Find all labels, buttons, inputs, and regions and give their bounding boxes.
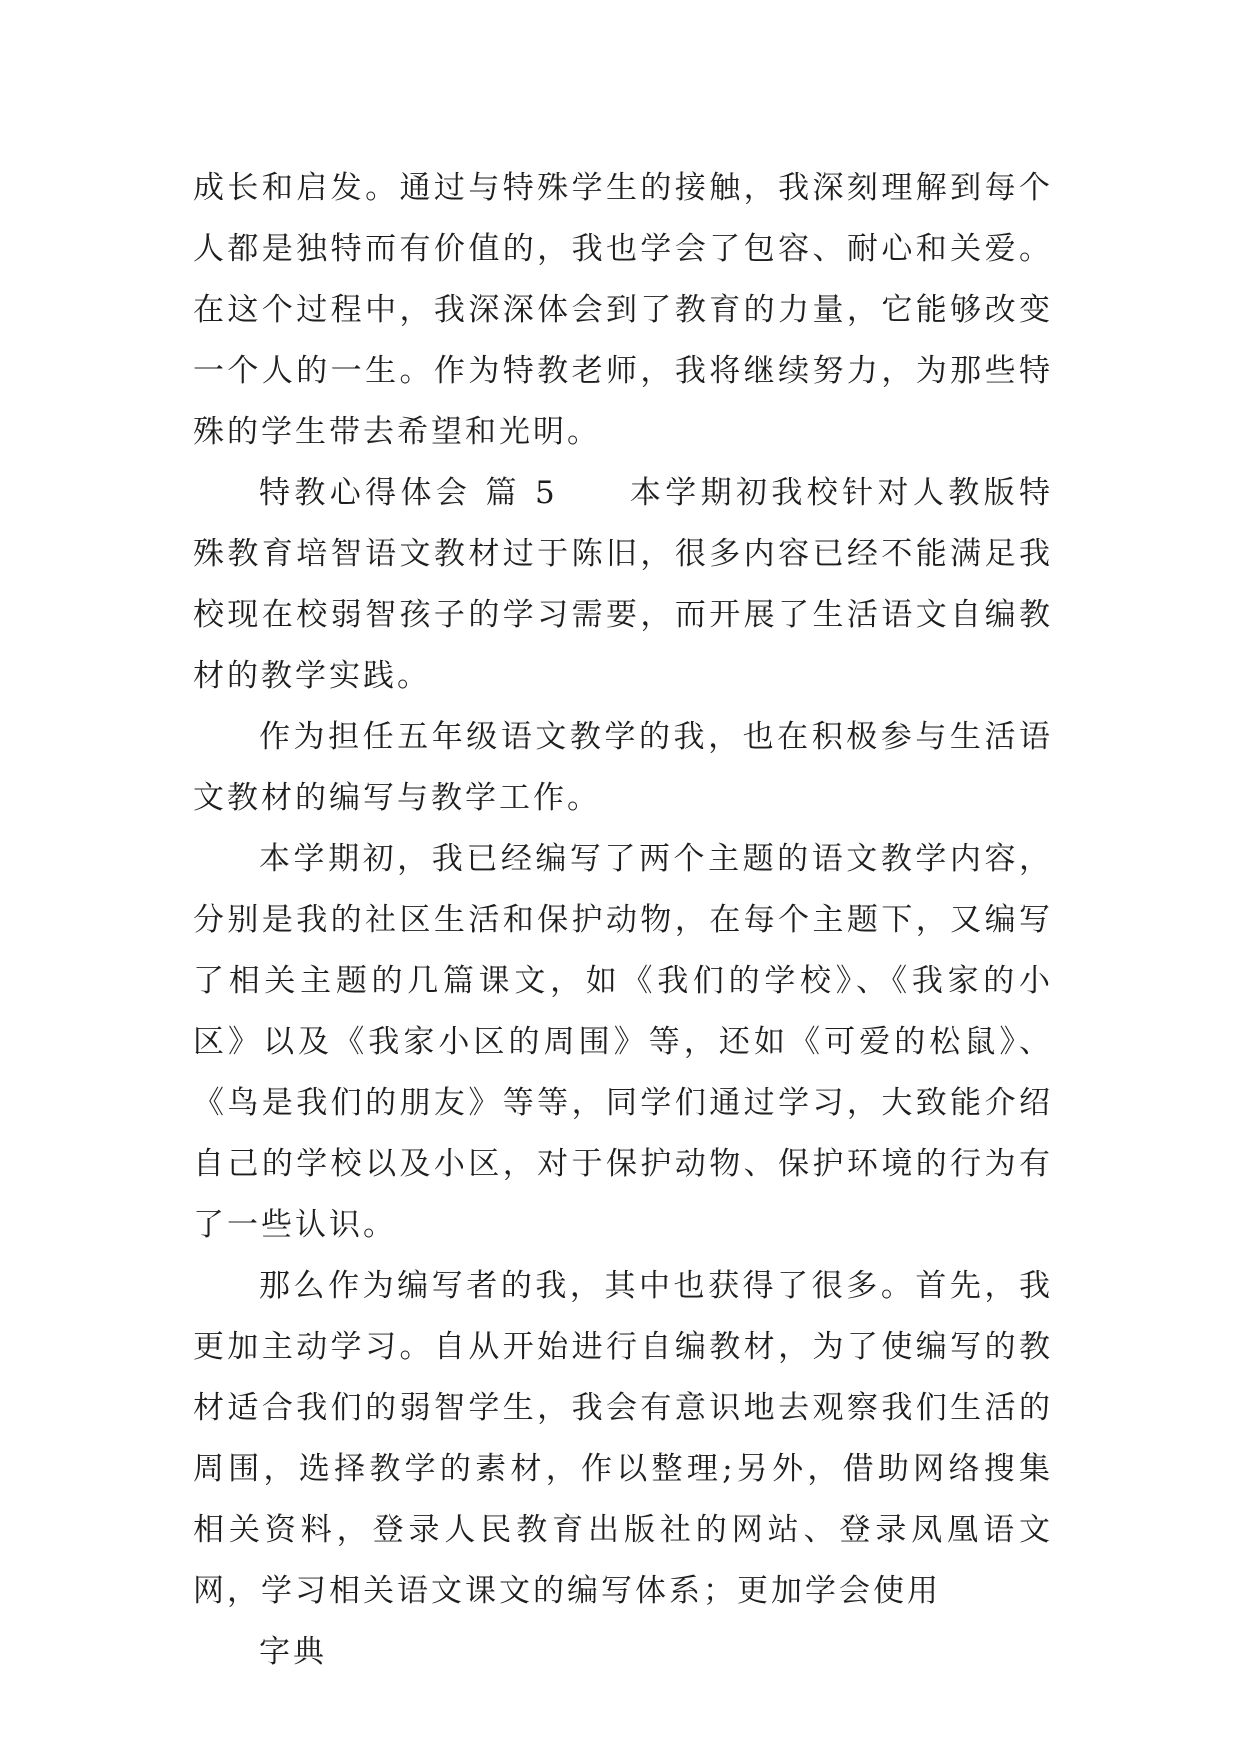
paragraph-section-5-intro: 特教心得体会 篇 5 本学期初我校针对人教版特殊教育培智语文教材过于陈旧，很多内容已经不能满足我校现在校弱智孩子的学习需要，而开展了生活语文自编教材的教学实践。 (193, 475, 1053, 694)
document-body (193, 158, 1053, 1683)
paragraph-continuation: 成长和启发。通过与特殊学生的接触，我深刻理解到每个人都是独特而有价值的，我也学会了包容、耐心和关爱。在这个过程中，我深深体会到了教育的力量，它能够改变一个人的一生。作为特教老师，我将继续努力，为那些特殊的学生带去希望和光明。 (193, 170, 1053, 450)
paragraph-themes: 本学期初，我已经编写了两个主题的语文教学内容，分别是我的社区生活和保护动物，在每个主题下，又编写了相关主题的几篇课文，如《我们的学校》、《我家的小区》以及《我家小区的周围》等，还如《可爱的松鼠》、《鸟是我们的朋友》等等，同学们通过学习，大致能介绍自己的学校以及小区，对于保护动物、保护环境的行为有了一些认识。 (193, 841, 1053, 1243)
paragraph-teaching-role: 作为担任五年级语文教学的我，也在积极参与生活语文教材的编写与教学工作。 (193, 719, 1053, 816)
paragraph-dictionary: 字典 (259, 1634, 327, 1670)
paragraph-gains: 那么作为编写者的我，其中也获得了很多。首先，我更加主动学习。自从开始进行自编教材，为了使编写的教材适合我们的弱智学生，我会有意识地去观察我们生活的周围，选择教学的素材，作以整理;另外，借助网络搜集相关资料，登录人民教育出版社的网站、登录凤凰语文网，学习相关语文课文的编写体系；更加学会使用 (193, 1268, 1053, 1609)
